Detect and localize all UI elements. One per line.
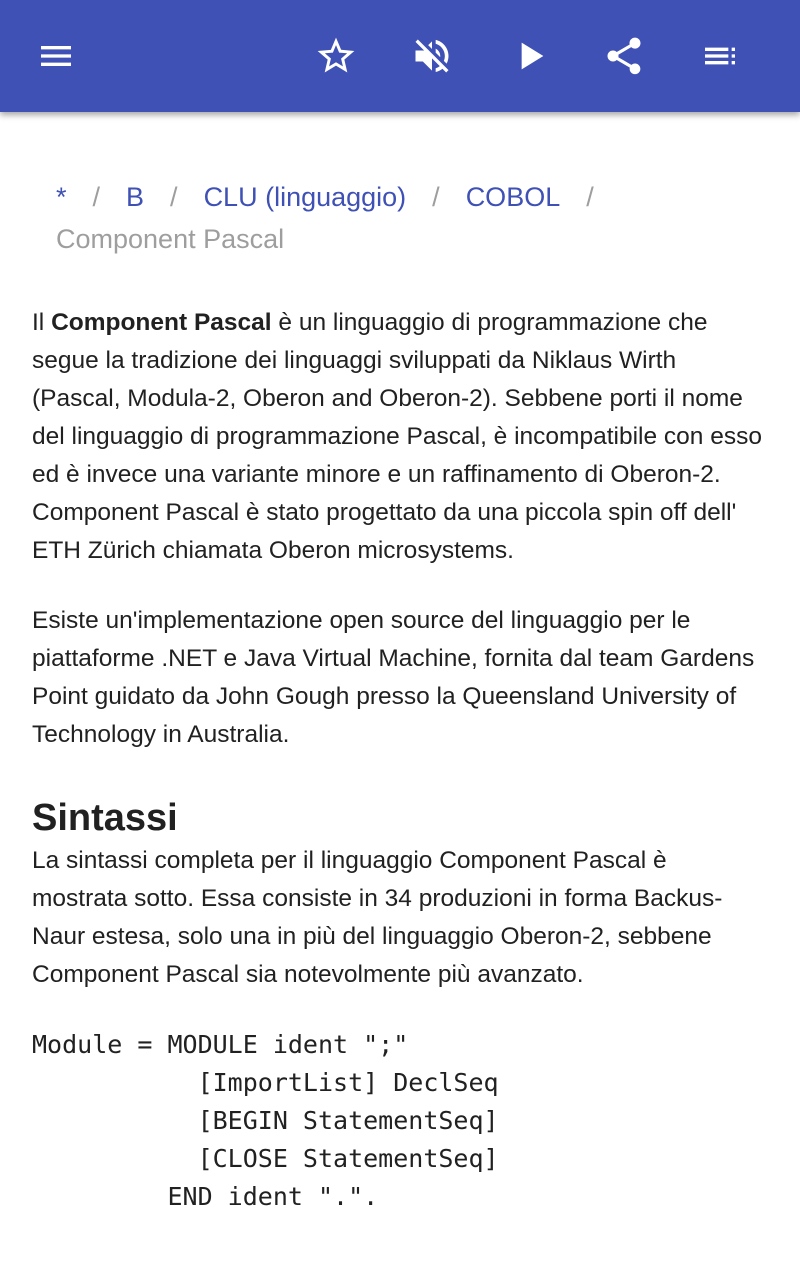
section-heading-sintassi: Sintassi — [32, 797, 178, 839]
syntax-paragraph: La sintassi completa per il linguaggio Component Pascal è mostrata sotto. Essa consiste in 34 produzioni in forma Backus-Naur estesa, solo una in più del linguaggio Oberon-2, sebbene Component Pascal sia notevolmente più avanzato. — [32, 847, 723, 988]
menu-button[interactable] — [24, 24, 88, 88]
implementation-paragraph: Esiste un'implementazione open source del linguaggio per le piattaforme .NET e Java Virtual Machine, fornita dal team Gardens Point guidato da John Gough presso la Queensland University of Technology in Australia. — [32, 607, 755, 748]
toc-icon — [700, 36, 740, 76]
intro-bold-term: Component Pascal — [51, 309, 272, 336]
intro-rest: è un linguaggio di programmazione che segue la tradizione dei linguaggi sviluppati da Niklaus Wirth (Pascal, Modula-2, Oberon and Oberon-2). Sebbene porti il nome del linguaggio di programmazione Pascal, è incompatibile con esso ed è invece una variante minore e un raffinamento di Oberon-2. Component Pascal è stato progettato da una piccola spin off dell' ETH Zürich chiamata Oberon microsystems. — [32, 309, 762, 564]
share-icon — [602, 34, 646, 78]
breadcrumb-item-b[interactable]: B — [126, 182, 145, 212]
star-icon — [314, 34, 358, 78]
play-icon — [510, 36, 550, 76]
intro-prefix: Il — [32, 309, 52, 336]
intro-paragraph — [32, 304, 768, 570]
breadcrumb-separator: / — [92, 182, 101, 212]
share-button[interactable] — [592, 24, 656, 88]
menu-icon — [36, 36, 76, 76]
bookmark-button[interactable] — [304, 24, 368, 88]
breadcrumb-separator: / — [432, 182, 440, 212]
breadcrumb-item-clu[interactable]: CLU (linguaggio) — [203, 182, 407, 212]
breadcrumb-separator: / — [170, 182, 178, 212]
breadcrumb-item-star[interactable]: * — [56, 182, 67, 212]
mute-button[interactable] — [400, 24, 464, 88]
play-button[interactable] — [498, 24, 562, 88]
app-bar — [0, 0, 800, 112]
volume-off-icon — [410, 34, 454, 78]
table-of-contents-button[interactable] — [688, 24, 752, 88]
breadcrumb-current: Component Pascal — [56, 224, 285, 254]
article-content — [32, 112, 768, 1216]
breadcrumb — [32, 176, 768, 260]
breadcrumb-item-cobol[interactable]: COBOL — [465, 182, 561, 212]
code-block: Module = MODULE ident ";" [ImportList] DeclSeq [BEGIN StatementSeq] [CLOSE StatementSeq] END ident ".". — [32, 1030, 499, 1211]
breadcrumb-separator: / — [586, 182, 594, 212]
